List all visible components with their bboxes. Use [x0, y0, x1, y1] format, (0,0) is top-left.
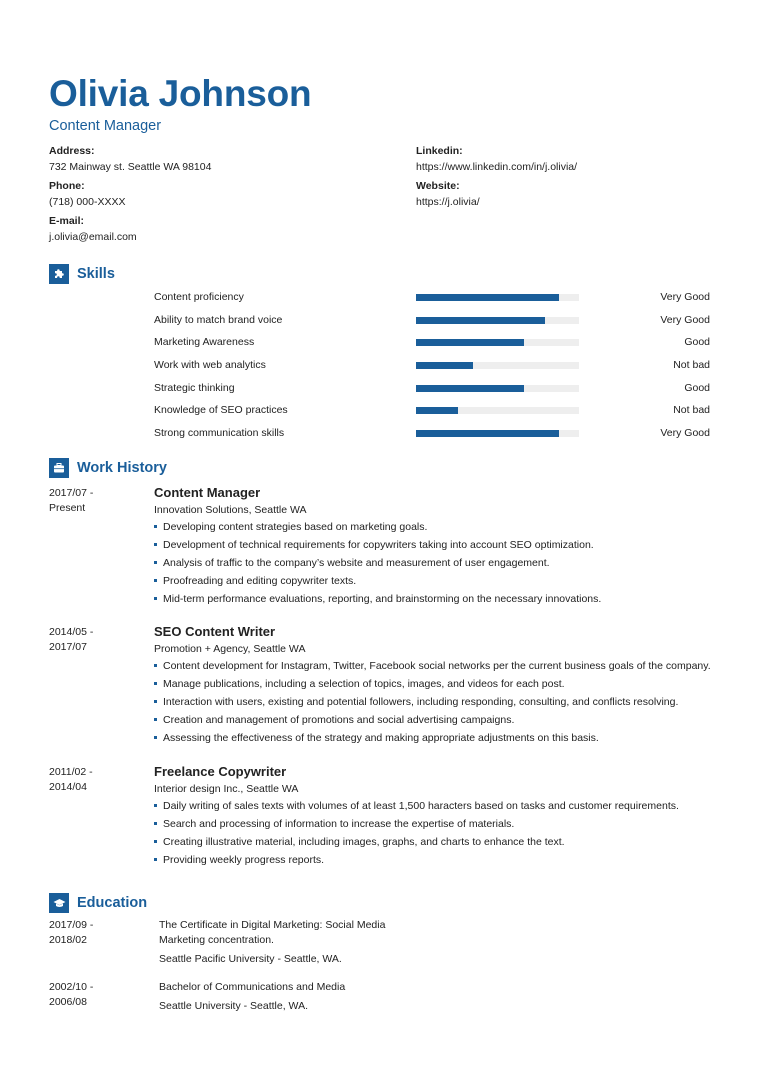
education-date-start: 2017/09 -	[49, 919, 94, 931]
website-label: Website:	[416, 180, 460, 192]
education-degree: The Certificate in Digital Marketing: Social Media	[159, 919, 386, 931]
skill-name: Work with web analytics	[154, 359, 266, 371]
skill-row	[0, 358, 760, 374]
skill-bar	[416, 362, 579, 369]
job-duty: Content development for Instagram, Twitter, Facebook social networks per the current business goals of the company.	[154, 659, 744, 673]
education-school: Seattle Pacific University - Seattle, WA.	[159, 953, 342, 965]
skill-bar	[416, 385, 579, 392]
skill-bar-fill	[416, 294, 559, 301]
job-duty: Search and processing of information to increase the expertise of materials.	[154, 817, 744, 831]
skill-bar-fill	[416, 385, 524, 392]
job-position: SEO Content Writer	[154, 624, 276, 639]
skill-level: Not bad	[673, 359, 710, 371]
job-duty: Creation and management of promotions and social advertising campaigns.	[154, 713, 744, 727]
skill-level: Very Good	[660, 291, 710, 303]
briefcase-icon	[49, 458, 69, 478]
candidate-name: Olivia Johnson	[49, 73, 312, 114]
skill-row	[0, 403, 760, 419]
education-degree: Bachelor of Communications and Media	[159, 981, 346, 993]
skill-name: Strategic thinking	[154, 382, 235, 394]
skill-row	[0, 290, 760, 306]
skill-name: Strong communication skills	[154, 427, 285, 439]
address-value: 732 Mainway st. Seattle WA 98104	[49, 161, 212, 173]
job-duty: Creating illustrative material, including images, graphs, and charts to enhance the text.	[154, 835, 744, 849]
skill-bar-fill	[416, 339, 524, 346]
skill-level: Very Good	[660, 314, 710, 326]
education-dates	[49, 918, 129, 948]
education-dates	[49, 980, 129, 1010]
job-date-start: 2014/05 -	[49, 626, 94, 638]
job-company: Promotion + Agency, Seattle WA	[154, 643, 306, 655]
job-duties	[154, 520, 744, 606]
job-details	[154, 486, 744, 610]
job-duty: Developing content strategies based on marketing goals.	[154, 520, 744, 534]
skill-bar-fill	[416, 317, 545, 324]
work-history-section-header	[49, 458, 167, 478]
job-dates	[49, 486, 129, 516]
education-details	[159, 918, 459, 967]
skill-bar	[416, 317, 579, 324]
job-dates	[49, 765, 129, 795]
skill-bar	[416, 430, 579, 437]
job-duty: Interaction with users, existing and potential followers, including responding, consulting, and conflicts resolving.	[154, 695, 744, 709]
phone-label: Phone:	[49, 180, 85, 192]
skill-row	[0, 313, 760, 329]
job-duty: Daily writing of sales texts with volumes of at least 1,500 haracters based on tasks and customer requirements.	[154, 799, 744, 813]
graduation-cap-icon	[49, 893, 69, 913]
skill-bar-fill	[416, 430, 559, 437]
linkedin-value[interactable]: https://www.linkedin.com/in/j.olivia/	[416, 161, 578, 173]
contact-right	[416, 144, 577, 215]
education-section-header	[49, 893, 147, 913]
skill-level: Very Good	[660, 427, 710, 439]
skill-row	[0, 426, 760, 442]
job-duties	[154, 659, 744, 745]
skill-name: Knowledge of SEO practices	[154, 404, 288, 416]
linkedin-label: Linkedin:	[416, 145, 463, 157]
skill-row	[0, 381, 760, 397]
skills-title: Skills	[77, 266, 115, 282]
job-duty: Development of technical requirements for copywriters taking into account SEO optimization.	[154, 538, 744, 552]
job-duty: Mid-term performance evaluations, reporting, and brainstorming on the necessary innovations.	[154, 592, 744, 606]
education-details	[159, 980, 459, 1014]
job-position: Content Manager	[154, 485, 261, 500]
skill-bar	[416, 294, 579, 301]
job-duty: Providing weekly progress reports.	[154, 853, 744, 867]
job-duties	[154, 799, 744, 867]
skills-section-header	[49, 264, 115, 284]
skill-name: Marketing Awareness	[154, 336, 255, 348]
skill-bar-fill	[416, 362, 473, 369]
job-company: Interior design Inc., Seattle WA	[154, 783, 299, 795]
job-company: Innovation Solutions, Seattle WA	[154, 504, 307, 516]
phone-value: (718) 000-XXXX	[49, 196, 126, 208]
job-dates	[49, 625, 129, 655]
address-label: Address:	[49, 145, 95, 157]
skill-level: Good	[684, 382, 710, 394]
job-date-end: 2017/07	[49, 641, 87, 653]
job-date-end: 2014/04	[49, 781, 87, 793]
skill-level: Good	[684, 336, 710, 348]
skill-row	[0, 335, 760, 351]
skill-level: Not bad	[673, 404, 710, 416]
puzzle-icon	[49, 264, 69, 284]
job-date-start: 2017/07 -	[49, 487, 94, 499]
contact-left	[49, 144, 211, 250]
job-duty: Analysis of traffic to the company’s website and measurement of user engagement.	[154, 556, 744, 570]
skill-bar	[416, 407, 579, 414]
education-date-start: 2002/10 -	[49, 981, 94, 993]
email-label: E-mail:	[49, 215, 85, 227]
skill-bar-fill	[416, 407, 458, 414]
work-history-title: Work History	[77, 460, 167, 476]
education-title: Education	[77, 895, 148, 911]
education-date-end: 2018/02	[49, 934, 87, 946]
skill-bar	[416, 339, 579, 346]
job-position: Freelance Copywriter	[154, 764, 287, 779]
education-school: Seattle University - Seattle, WA.	[159, 1000, 308, 1012]
job-duty: Manage publications, including a selection of topics, images, and videos for each post.	[154, 677, 744, 691]
skill-name: Ability to match brand voice	[154, 314, 283, 326]
job-duty: Assessing the effectiveness of the strategy and making appropriate adjustments on this basis.	[154, 731, 744, 745]
website-value[interactable]: https://j.olivia/	[416, 196, 480, 208]
skill-name: Content proficiency	[154, 291, 244, 303]
job-date-start: 2011/02 -	[49, 766, 93, 778]
job-details	[154, 625, 744, 749]
email-value[interactable]: j.olivia@email.com	[49, 231, 137, 243]
job-duty: Proofreading and editing copywriter texts.	[154, 574, 744, 588]
education-degree-continued: Marketing concentration.	[159, 934, 274, 946]
job-details	[154, 765, 744, 871]
education-date-end: 2006/08	[49, 996, 87, 1008]
job-title: Content Manager	[49, 118, 162, 134]
job-date-end: Present	[49, 502, 86, 514]
